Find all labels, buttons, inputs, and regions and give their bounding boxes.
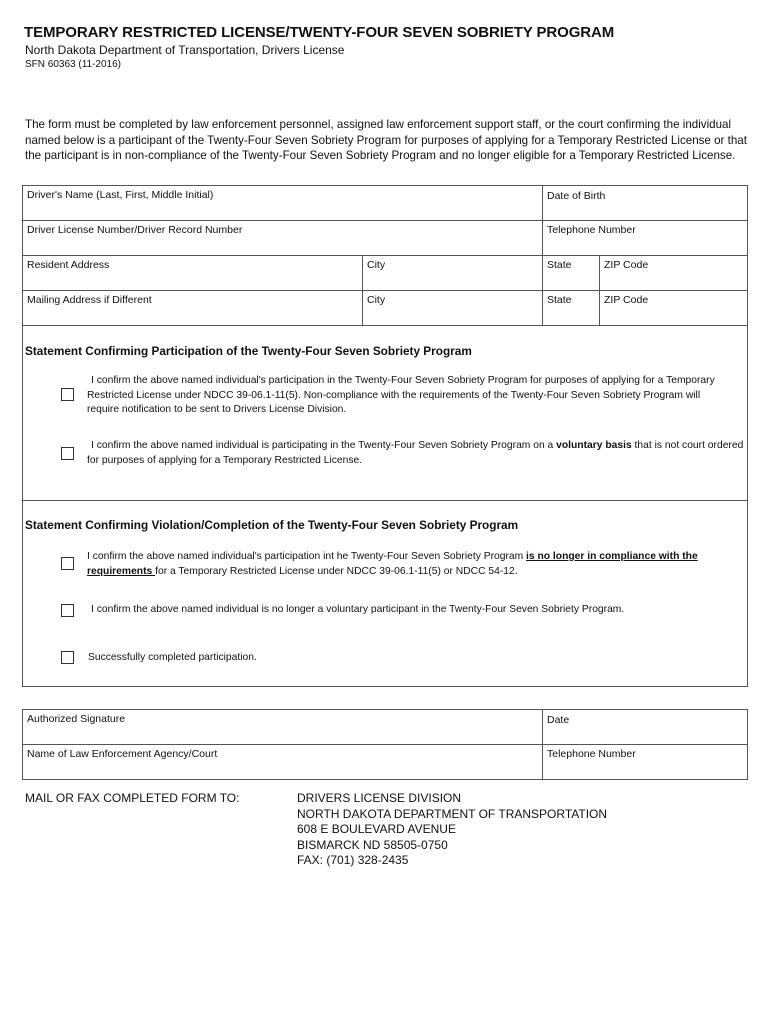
col-divider bbox=[599, 255, 600, 326]
license-number-field[interactable]: Driver License Number/Driver Record Number bbox=[27, 224, 243, 236]
form-title: TEMPORARY RESTRICTED LICENSE/TWENTY-FOUR SEVEN SOBRIETY PROGRAM bbox=[24, 24, 615, 41]
col-divider bbox=[362, 255, 363, 326]
participation-statement-2 bbox=[87, 439, 747, 468]
address-line-2: NORTH DAKOTA DEPARTMENT OF TRANSPORTATION bbox=[297, 806, 608, 821]
participation-statement-1-text: I confirm the above named individual's participation in the Twenty-Four Seven Sobriety Program for purposes of applying for a Temporary Restricted License under NDCC 39-06.1-11(5). Non-compliance with the requirements of the Twenty-Four Seven Sobriety Program will require notification to be sent to Drivers License Division. bbox=[87, 375, 715, 415]
col-divider bbox=[542, 185, 543, 326]
violation-statement-1-text-b: for a Temporary Restricted License under NDCC 39-06.1-11(5) or NDCC 54-12. bbox=[155, 565, 518, 577]
resident-state-field[interactable]: State bbox=[547, 259, 572, 271]
violation-statement-1-text-a: I confirm the above named individual's participation int he Twenty-Four Seven Sobriety Program bbox=[87, 551, 527, 562]
row-divider bbox=[22, 255, 748, 256]
fax-number: FAX: (701) 328-2435 bbox=[297, 853, 409, 867]
signature-date-field[interactable]: Date bbox=[547, 714, 570, 726]
participation-statement-2-text-a: I confirm the above named individual is participating in the Twenty-Four Seven Sobriety Program on a bbox=[91, 440, 557, 451]
violation-checkbox-1[interactable] bbox=[61, 557, 74, 570]
noncompliance-emphasis: is no longer in compliance with the requirements bbox=[87, 551, 698, 577]
participation-checkbox-1[interactable] bbox=[61, 388, 74, 401]
mailing-state-field[interactable]: State bbox=[547, 294, 572, 306]
violation-statement-3: Successfully completed participation. bbox=[88, 652, 257, 663]
resident-address-field[interactable]: Resident Address bbox=[27, 259, 110, 271]
authorized-signature-field[interactable]: Authorized Signature bbox=[27, 713, 126, 725]
violation-statement-1 bbox=[87, 550, 747, 579]
agency-name-field[interactable]: Name of Law Enforcement Agency/Court bbox=[27, 748, 218, 760]
form-subtitle: North Dakota Department of Transportation, Drivers License bbox=[25, 43, 345, 57]
violation-section-title: Statement Confirming Violation/Completion of the Twenty-Four Seven Sobriety Program bbox=[25, 518, 519, 532]
participation-statement-2-text-b: that is not court ordered for purposes of applying for a Temporary Restricted License. bbox=[87, 440, 744, 466]
drivers-name-field[interactable]: Driver's Name (Last, First, Middle Initial) bbox=[27, 189, 214, 201]
address-line-3: 608 E BOULEVARD AVENUE bbox=[297, 822, 456, 836]
intro-paragraph: The form must be completed by law enforcement personnel, assigned law enforcement support staff, or the court confirming the individual named below is a participant of the Twenty-Four Seven Sobriety Program for purposes of applying for a Temporary Restricted License or that the participant is in non-compliance of the Twenty-Four Seven Sobriety Program and no longer eligible for a Temporary Restricted License. bbox=[25, 118, 747, 162]
telephone-field[interactable]: Telephone Number bbox=[547, 224, 636, 236]
agency-telephone-field[interactable]: Telephone Number bbox=[547, 748, 636, 760]
participation-statement-1 bbox=[87, 374, 727, 418]
violation-statement-2: I confirm the above named individual is no longer a voluntary participant in the Twenty-Four Seven Sobriety Program. bbox=[91, 604, 625, 615]
violation-checkbox-2[interactable] bbox=[61, 604, 74, 617]
resident-city-field[interactable]: City bbox=[367, 259, 386, 271]
date-of-birth-field[interactable]: Date of Birth bbox=[547, 190, 606, 202]
mailing-address-field[interactable]: Mailing Address if Different bbox=[27, 294, 152, 306]
col-divider bbox=[542, 709, 543, 780]
mailing-city-field[interactable]: City bbox=[367, 294, 386, 306]
form-number: SFN 60363 (11-2016) bbox=[25, 59, 121, 70]
mailing-zip-field[interactable]: ZIP Code bbox=[604, 294, 649, 306]
voluntary-basis-emphasis: voluntary basis bbox=[556, 440, 632, 451]
row-divider bbox=[22, 744, 748, 745]
section-divider bbox=[22, 500, 748, 501]
violation-checkbox-3[interactable] bbox=[61, 651, 74, 664]
participation-section-title: Statement Confirming Participation of the Twenty-Four Seven Sobriety Program bbox=[25, 344, 472, 358]
address-line-1: DRIVERS LICENSE DIVISION bbox=[297, 791, 462, 805]
address-line-4: BISMARCK ND 58505-0750 bbox=[297, 837, 448, 852]
row-divider bbox=[22, 220, 748, 221]
mailing-address-block bbox=[297, 791, 607, 869]
resident-zip-field[interactable]: ZIP Code bbox=[604, 259, 649, 271]
participation-checkbox-2[interactable] bbox=[61, 447, 74, 460]
mail-instruction-label: MAIL OR FAX COMPLETED FORM TO: bbox=[25, 791, 240, 805]
row-divider bbox=[22, 290, 748, 291]
